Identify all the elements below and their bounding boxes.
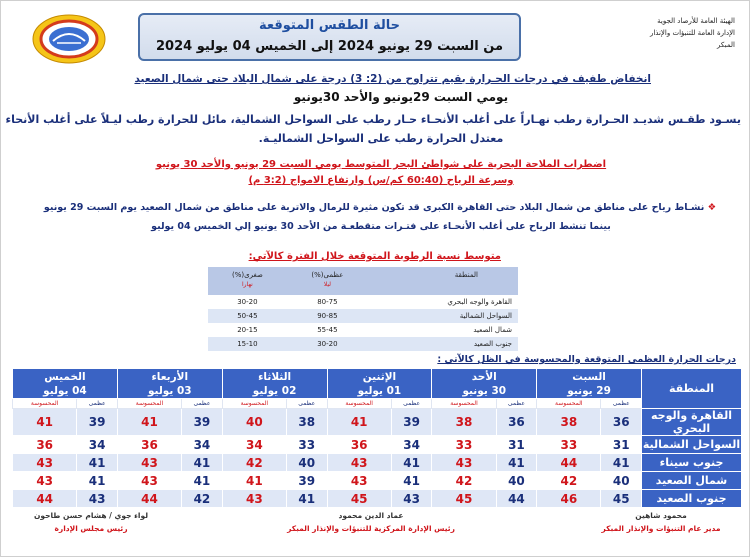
header-box [138,13,521,61]
max-temp-cell: 43 [391,490,432,508]
max-temp-cell: 39 [287,472,328,490]
max-subheader: عظمى [77,399,118,409]
forecast-line-3: يسـود طقـس شديـد الحـرارة رطب نهـاراً على أغلب الأنحـاء حـار رطب على السواحل الشمالية، مائل للحرارة رطب ليـلاً على أغلب الأنحاء [5,113,741,126]
humidity-cell-min: 20-15 [208,323,287,337]
day-date: 04 يوليو [43,384,87,397]
day-name: الإثنين [362,370,397,383]
temperature-row [13,472,742,490]
max-temp-cell: 40 [287,454,328,472]
feels-like-cell: 46 [537,490,601,508]
page-title: حالة الطقس المتوقعة [258,18,401,33]
feels-like-cell: 42 [222,454,286,472]
temperature-table [12,368,742,508]
max-temp-cell: 31 [496,436,537,454]
max-subheader: عظمى [182,399,223,409]
signature-name: لواء جوي / هشام حسن طاحون [33,511,149,520]
humidity-cell-min: 30-20 [208,295,287,309]
forecast-line-2: يومي السبت 29يونيو والأحد 30يونيو [293,90,509,104]
temperature-region: السواحل الشمالية [642,436,742,454]
max-temp-cell: 34 [182,436,223,454]
humidity-row [208,337,518,351]
temperature-region: جنوب سيناء [642,454,742,472]
feels-like-cell: 45 [432,490,496,508]
feels-like-cell: 45 [327,490,391,508]
day-date: 02 يوليو [252,384,297,397]
forecast-line-6: وسرعة الرياح (60:40 كم/س) وارتفاع الامواج (3:2 م) [248,175,514,186]
org-line-1: الهيئة العامة للأرصاد الجوية [657,17,735,25]
max-temp-cell: 39 [77,409,118,436]
feels-like-cell: 41 [13,409,77,436]
feels-like-cell: 38 [537,409,601,436]
max-temp-cell: 45 [601,490,642,508]
forecast-line-7 [21,202,739,213]
humidity-row [208,323,518,337]
org-line-2: الإدارة العامة للتنبؤات والإنذار المبكر [649,29,735,49]
humidity-cell-max: 30-20 [287,337,368,351]
temperature-day-header [13,369,118,399]
feels-like-cell: 36 [13,436,77,454]
day-date: 30 يونيو [462,384,507,397]
max-temp-cell: 34 [77,436,118,454]
max-temp-cell: 40 [601,472,642,490]
feels-like-subheader: المحسوسة [327,399,391,409]
feels-like-cell: 36 [117,436,181,454]
feels-like-subheader: المحسوسة [537,399,601,409]
feels-like-subheader: المحسوسة [117,399,181,409]
day-name: الأحد [471,370,497,383]
feels-like-cell: 41 [327,409,391,436]
humidity-cell-region: السواحل الشمالية [368,309,518,323]
max-temp-cell: 43 [77,490,118,508]
humidity-row [208,309,518,323]
max-temp-cell: 41 [287,490,328,508]
temperature-col-region: المنطقة [642,369,742,409]
humidity-cell-region: القاهرة والوجه البحري [368,295,518,309]
temperature-region: جنوب الصعيد [642,490,742,508]
feels-like-cell: 34 [222,436,286,454]
temperature-region: القاهرة والوجه البحري [642,409,742,436]
diamond-bullet-icon: ❖ [707,202,717,213]
max-temp-cell: 41 [182,454,223,472]
max-temp-cell: 31 [601,436,642,454]
temperature-row [13,454,742,472]
humidity-col-min-label: صغرى(%) [232,271,263,279]
temperature-row [13,490,742,508]
forecast-line-5: اضطراب الملاحة البحرية على شواطئ البحر المتوسط يومي السبت 29 يونيو والأحد 30 يونيو [155,159,607,170]
max-temp-cell: 42 [182,490,223,508]
feels-like-subheader: المحسوسة [13,399,77,409]
signature-title: مدير عام التنبؤات والإنذار المبكر [601,524,721,533]
max-temp-cell: 36 [496,409,537,436]
signature-title: رئيس مجلس الإدارة [54,524,128,533]
feels-like-cell: 42 [432,472,496,490]
temperature-day-header [327,369,432,399]
temperature-day-header [222,369,327,399]
feels-like-cell: 41 [222,472,286,490]
feels-like-cell: 40 [222,409,286,436]
humidity-col-min-sub: نهارا [241,281,253,288]
day-name: السبت [572,370,606,383]
signature-title: رئيس الإدارة المركزية للتنبؤات والإنذار المبكر [287,524,455,533]
max-temp-cell: 44 [496,490,537,508]
humidity-cell-max: 55-45 [287,323,368,337]
humidity-col-region-label: المنطقة [454,271,478,279]
temperature-title: درجات الحرارة العظمى المتوقعة والمحسوسة في الظل كالآتي : [437,354,736,365]
max-temp-cell: 41 [391,472,432,490]
humidity-col-min [208,267,287,295]
max-temp-cell: 41 [496,454,537,472]
date-range: من السبت 29 يونيو 2024 إلى الخميس 04 يوليو 2024 [155,39,504,54]
temperature-day-header [537,369,642,399]
humidity-cell-region: شمال الصعيد [368,323,518,337]
feels-like-cell: 43 [327,472,391,490]
signature-name: عماد الدين محمود [338,511,404,520]
feels-like-cell: 42 [537,472,601,490]
temperature-day-header [432,369,537,399]
feels-like-cell: 33 [432,436,496,454]
forecast-line-4: معتدل الحرارة رطب على السواحل الشماليـة. [258,132,504,145]
temperature-row [13,436,742,454]
day-name: الثلاثاء [258,370,292,383]
day-name: الخميس [44,370,86,383]
humidity-row [208,295,518,309]
humidity-cell-max: 90-85 [287,309,368,323]
day-date: 01 يوليو [357,384,402,397]
signature-name: محمود شاهين [635,511,687,520]
forecast-line-1: انخفاض طفيف في درجات الحـرارة بقيم تتراوح من (2: 3) درجة على شمال البلاد حتى شمال الصعيد [134,73,651,85]
feels-like-cell: 43 [117,454,181,472]
meteorology-logo-icon [31,13,107,65]
feels-like-cell: 41 [117,409,181,436]
temperature-row [13,409,742,436]
max-subheader: عظمى [391,399,432,409]
feels-like-cell: 43 [117,472,181,490]
forecast-line-7-text: نشـاط رياح على مناطق من شمال البلاد حتى القاهرة الكبرى قد تكون مثيرة للرمال والاتربة على مناطق من شمال الصعيد يوم السبت 29 يونيو [43,202,705,213]
max-temp-cell: 41 [77,472,118,490]
feels-like-cell: 44 [13,490,77,508]
feels-like-cell: 44 [117,490,181,508]
max-temp-cell: 33 [287,436,328,454]
day-date: 03 يوليو [147,384,192,397]
max-temp-cell: 39 [182,409,223,436]
max-temp-cell: 41 [391,454,432,472]
humidity-col-max [287,267,368,295]
humidity-col-max-sub: ليلا [323,281,331,288]
humidity-cell-max: 80-75 [287,295,368,309]
feels-like-cell: 44 [537,454,601,472]
feels-like-cell: 36 [327,436,391,454]
humidity-cell-min: 15-10 [208,337,287,351]
feels-like-subheader: المحسوسة [222,399,286,409]
max-temp-cell: 41 [77,454,118,472]
organization-name [635,15,735,51]
humidity-cell-min: 50-45 [208,309,287,323]
feels-like-cell: 33 [537,436,601,454]
feels-like-cell: 43 [327,454,391,472]
feels-like-cell: 43 [13,454,77,472]
signature-chairman [0,509,191,535]
max-temp-cell: 36 [601,409,642,436]
day-date: 29 يونيو [567,384,611,397]
signature-forecast-director [561,509,750,535]
max-temp-cell: 39 [391,409,432,436]
temperature-day-header [117,369,222,399]
temperature-region: شمال الصعيد [642,472,742,490]
day-name: الأربعاء [151,370,189,383]
humidity-title: متوسط نسبة الرطوبة المتوقعة خلال الفترة كالآتي: [248,251,501,262]
feels-like-cell: 43 [432,454,496,472]
signature-central-director [271,509,471,535]
humidity-col-max-label: عظمى(%) [311,271,344,279]
max-temp-cell: 34 [391,436,432,454]
max-subheader: عظمى [601,399,642,409]
humidity-cell-region: جنوب الصعيد [368,337,518,351]
max-temp-cell: 38 [287,409,328,436]
max-temp-cell: 41 [182,472,223,490]
humidity-col-region [368,267,518,295]
max-temp-cell: 41 [601,454,642,472]
max-subheader: عظمى [496,399,537,409]
humidity-table [208,267,518,351]
feels-like-cell: 43 [13,472,77,490]
feels-like-subheader: المحسوسة [432,399,496,409]
feels-like-cell: 38 [432,409,496,436]
forecast-line-8: بينما تنشط الرياح على أغلب الأنحـاء على فتـرات متقطعـة من الأحد 30 يونيو إلي الخميس 04 يوليو [151,221,611,232]
max-temp-cell: 40 [496,472,537,490]
feels-like-cell: 43 [222,490,286,508]
max-subheader: عظمى [287,399,328,409]
